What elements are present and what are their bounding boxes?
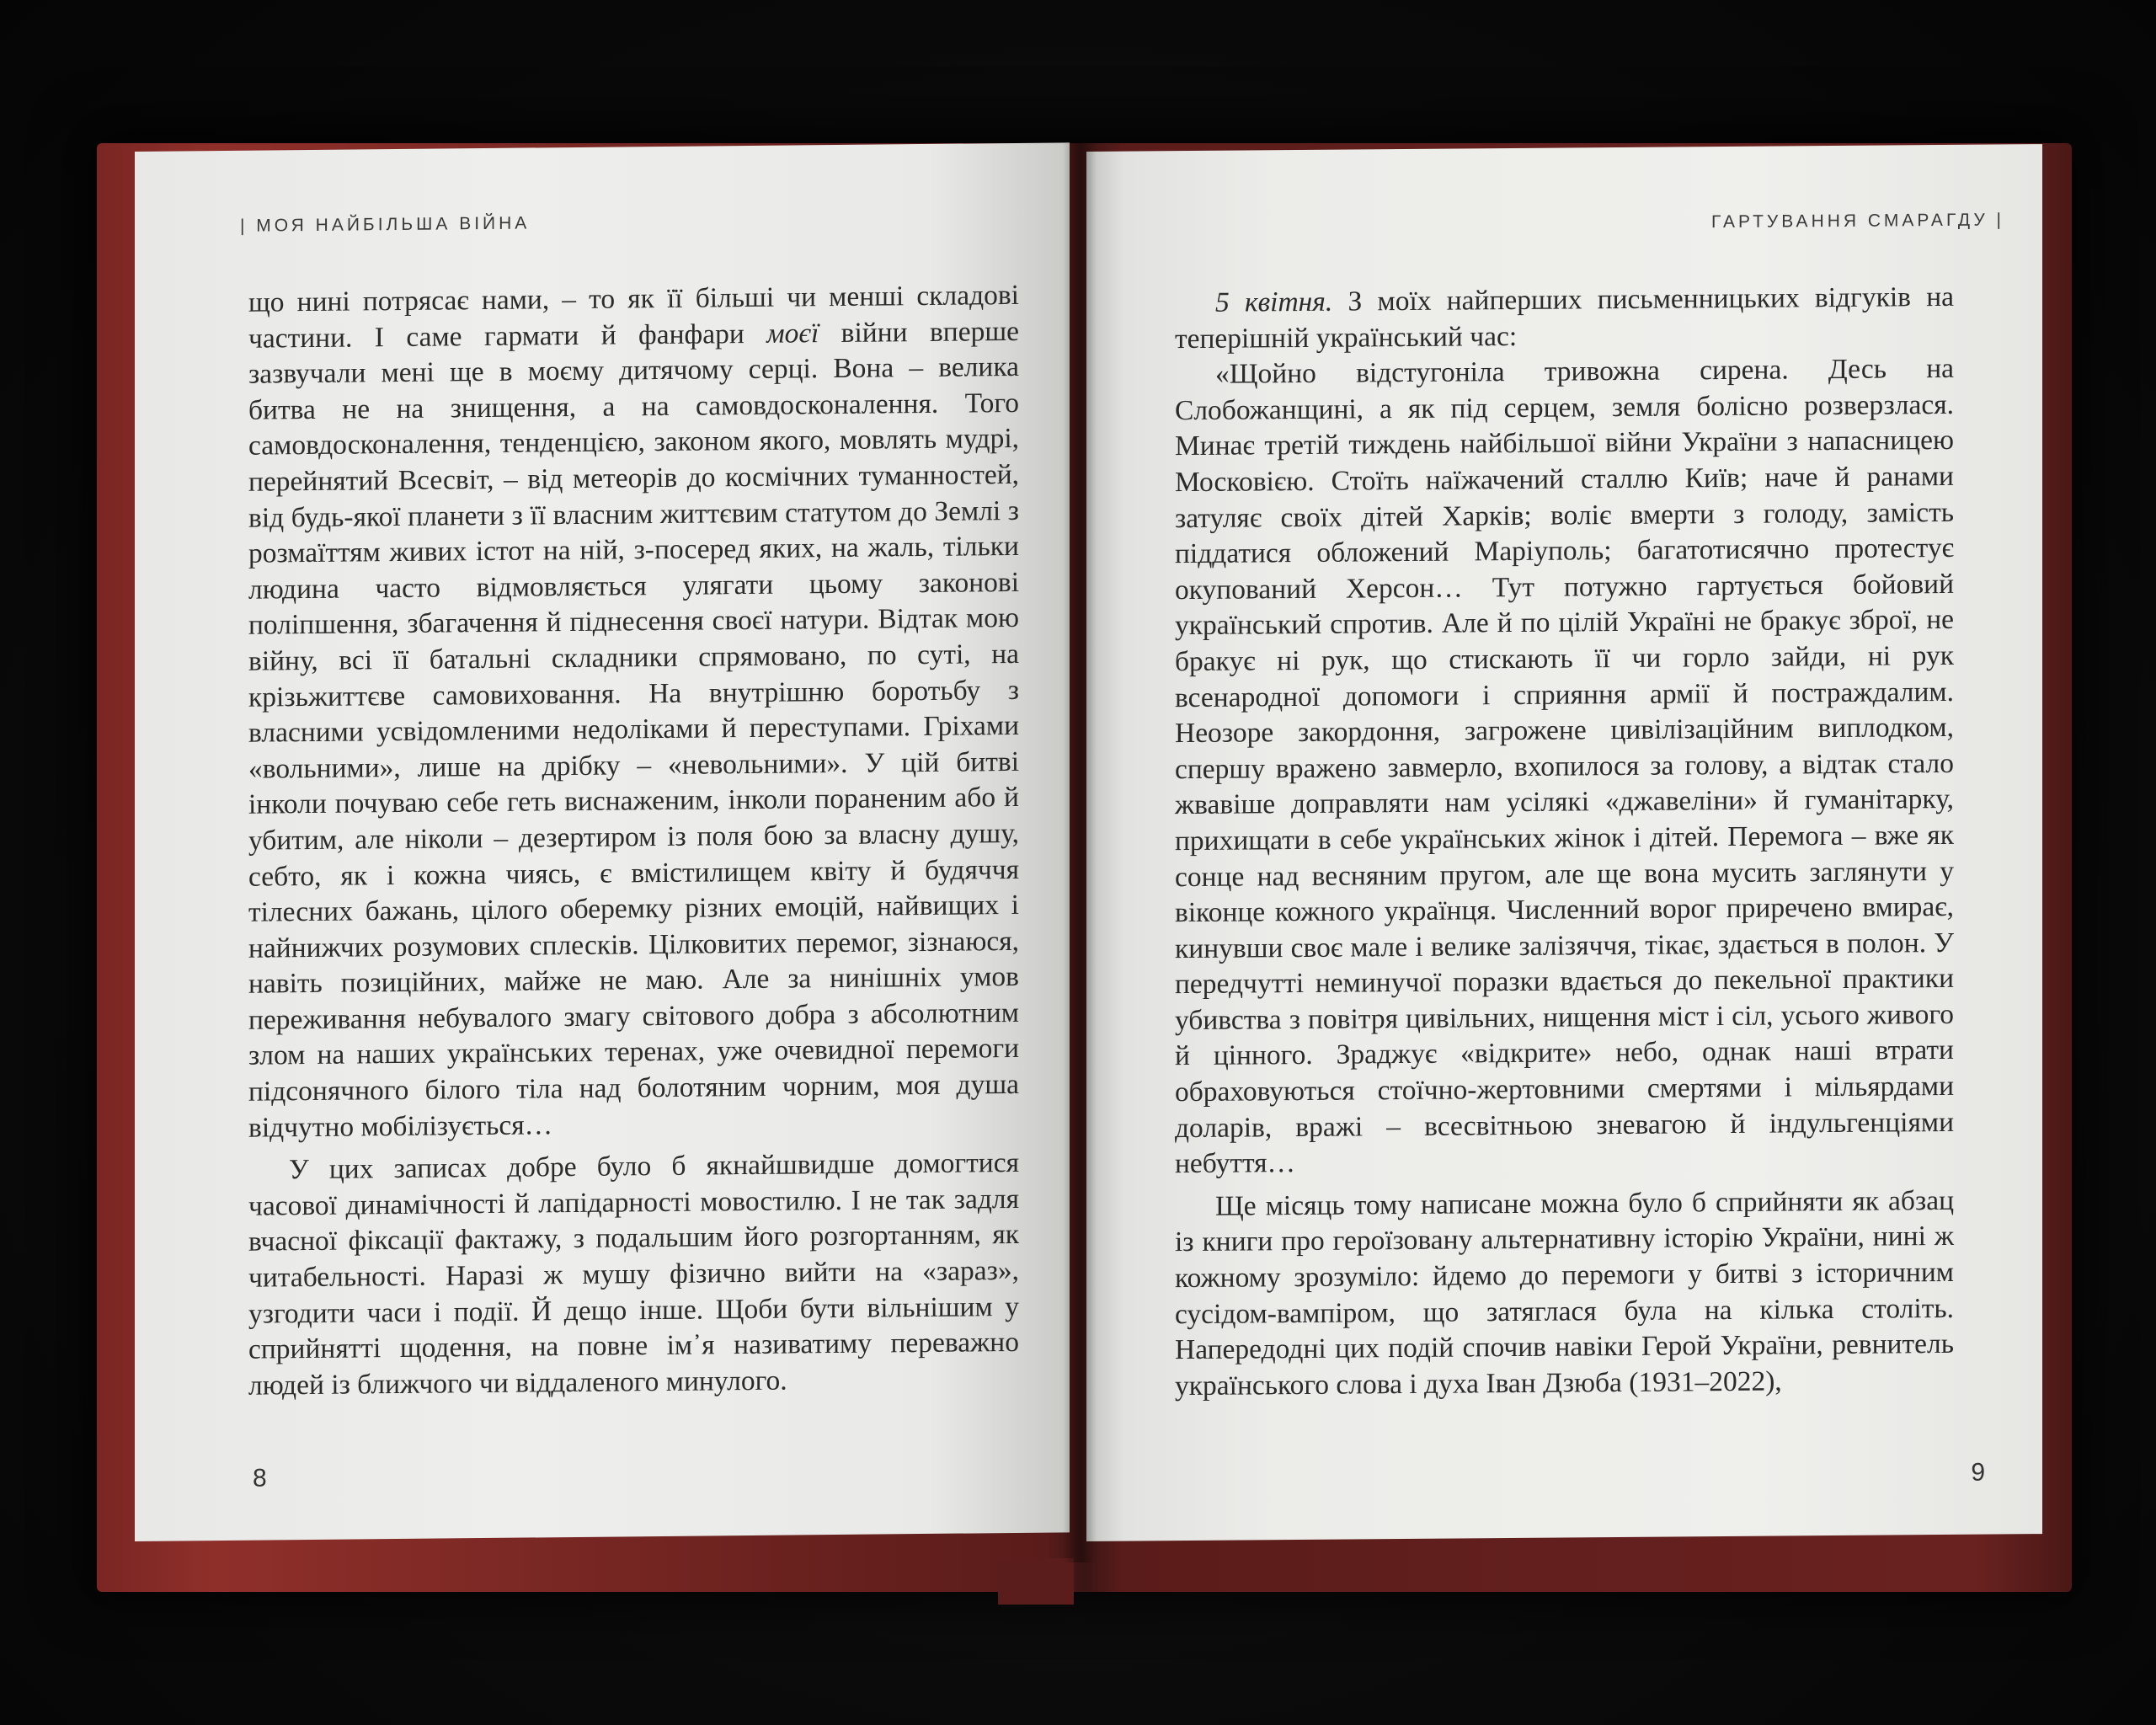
right-page bbox=[1086, 144, 2042, 1541]
book-gutter bbox=[1063, 143, 1097, 1562]
left-emphasis: моєї bbox=[766, 317, 819, 350]
right-page-number: 9 bbox=[1971, 1458, 1985, 1487]
book-spine-bottom bbox=[998, 1558, 1074, 1605]
left-running-header: | МОЯ НАЙБІЛЬША ВІЙНА bbox=[240, 213, 531, 236]
left-page-number: 8 bbox=[253, 1464, 267, 1493]
right-page-text bbox=[1175, 280, 1954, 1405]
right-quote-paragraph: «Щойно відстугоніла тривожна сирена. Десь на Слобожанщині, а як під серцем, земля болісно розверзлася. Минає третій тиждень найбільшої війни України з напасницею Московією. Стоїть наїжачений сталлю Київ; наче й ранами затуляє своїх дітей Харків; воліє вмерти з голоду, замість піддатися обложений Маріуполь; багатотисячно протестує окупований Херсон… Тут потужно гартується бойовий український спротив. Але й по цілій Україні не бракує зброї, не бракує ні рук, що стискають її чи горло зайди, ні рук всенародної допомоги і сприяння армії й постраждалим. Неозоре закордоння, загрожене цивілізаційним виплодком, спершу вражено завмерло, вхопилося за голову, а відтак стало жвавіше доправляти нам усілякі «джавеліни» й гуманітарку, прихищати в себе українських жінок і дітей. Перемога – вже як сонце над весняним пругом, але ще вона мусить заглянути у віконце кожного українця. Численний ворог приречено вмирає, кинувши своє мале і велике залізяччя, тікає, здається в полон. У передчутті неминучої поразки вдається до пекельної практики убивства з повітря цивільних, нищення міст і сіл, усього живого й цінного. Зраджує «відкрите» небо, однак наші втрати обраховуються стоїчно-жертовними смертями і мільярдами доларів, вражі – всесвітньою зневагою й індульгенціями небуття… bbox=[1175, 353, 1954, 1180]
left-paragraph-2: У цих записах добре було б якнайшвидше домогтися часової динамічності й лапідарності мовостилю. І не так задля вчасної фіксації фактажу, з подальшим його розгортанням, як читабельності. Наразі ж мушу фізично вийти на «зараз», узгодити часи і події. Й дещо інше. Щоби бути вільнішим у сприйнятті щодення, на повне ім᾽я називатиму переважно людей із ближчого чи віддаленого минулого. bbox=[248, 1147, 1019, 1402]
left-page bbox=[135, 142, 1070, 1541]
right-running-header: ГАРТУВАННЯ СМАРАГДУ | bbox=[1711, 210, 2004, 232]
right-paragraph-3: Ще місяць тому написане можна було б сприйняти як абзац із книги про героїзовану альтернативну історію України, нині ж кожному зрозуміло: йдемо до перемоги у битві з історичним сусідом-вампіром, що затяглася була на кілька століть. Напередодні цих подій спочив навіки Герой України, ревнитель українського слова і духа Іван Дзюба (1931–2022), bbox=[1175, 1184, 1954, 1402]
right-paragraph-1: 5 квітня. З моїх найперших письменницьких відгуків на теперішній український час: bbox=[1175, 280, 1955, 355]
date-label: 5 квітня. bbox=[1215, 286, 1333, 318]
left-page-text bbox=[248, 278, 1019, 1404]
left-paragraph-1: що нині потрясає нами, – то як її більші чи менші складові частини. І саме гармати й фанфари моєї війни вперше зазвучали мені ще в моєму дитячому серці. Вона – велика битва не на знищення, а на самовдосконалення. Того самовдосконалення, тенденцією, законом якого, мовлять мудрі, перейнятий Всесвіт, – від метеорів до космічних туманностей, від будь-якої планети з її власним життєвим статутом до Землі з розмаїттям живих істот на ній, з-посеред яких, на жаль, тільки людина часто відмовляється улягати цьому законові поліпшення, збагачення й піднесення своєї натури. Відтак мою війну, всі її батальні складники спрямовано, по суті, на крізьжиттєве самовиховання. На внутрішню боротьбу з власними усвідомленими недоліками й переступами. Гріхами «вольними», лише на дрібку – «невольними». У цій битві інколи почуваю себе геть виснаженим, інколи пораненим або й убитим, але ніколи – дезертиром із поля бою за власну душу, себто, як і кожна чиясь, є вмістилищем квіту й будяччя тілесних бажань, цілого оберемку різних емоцій, найвищих і найнижчих розумових сплесків. Цілковитих перемог, зізнаюся, навіть позиційних, майже не маю. Але за нинішніх умов переживання небувалого змагу світового добра з абсолютним злом на наших українських теренах, уже очевидної перемоги підсонячного білого тіла над болотяним чорним, моя душа відчутно мобілізується… bbox=[248, 279, 1019, 1144]
